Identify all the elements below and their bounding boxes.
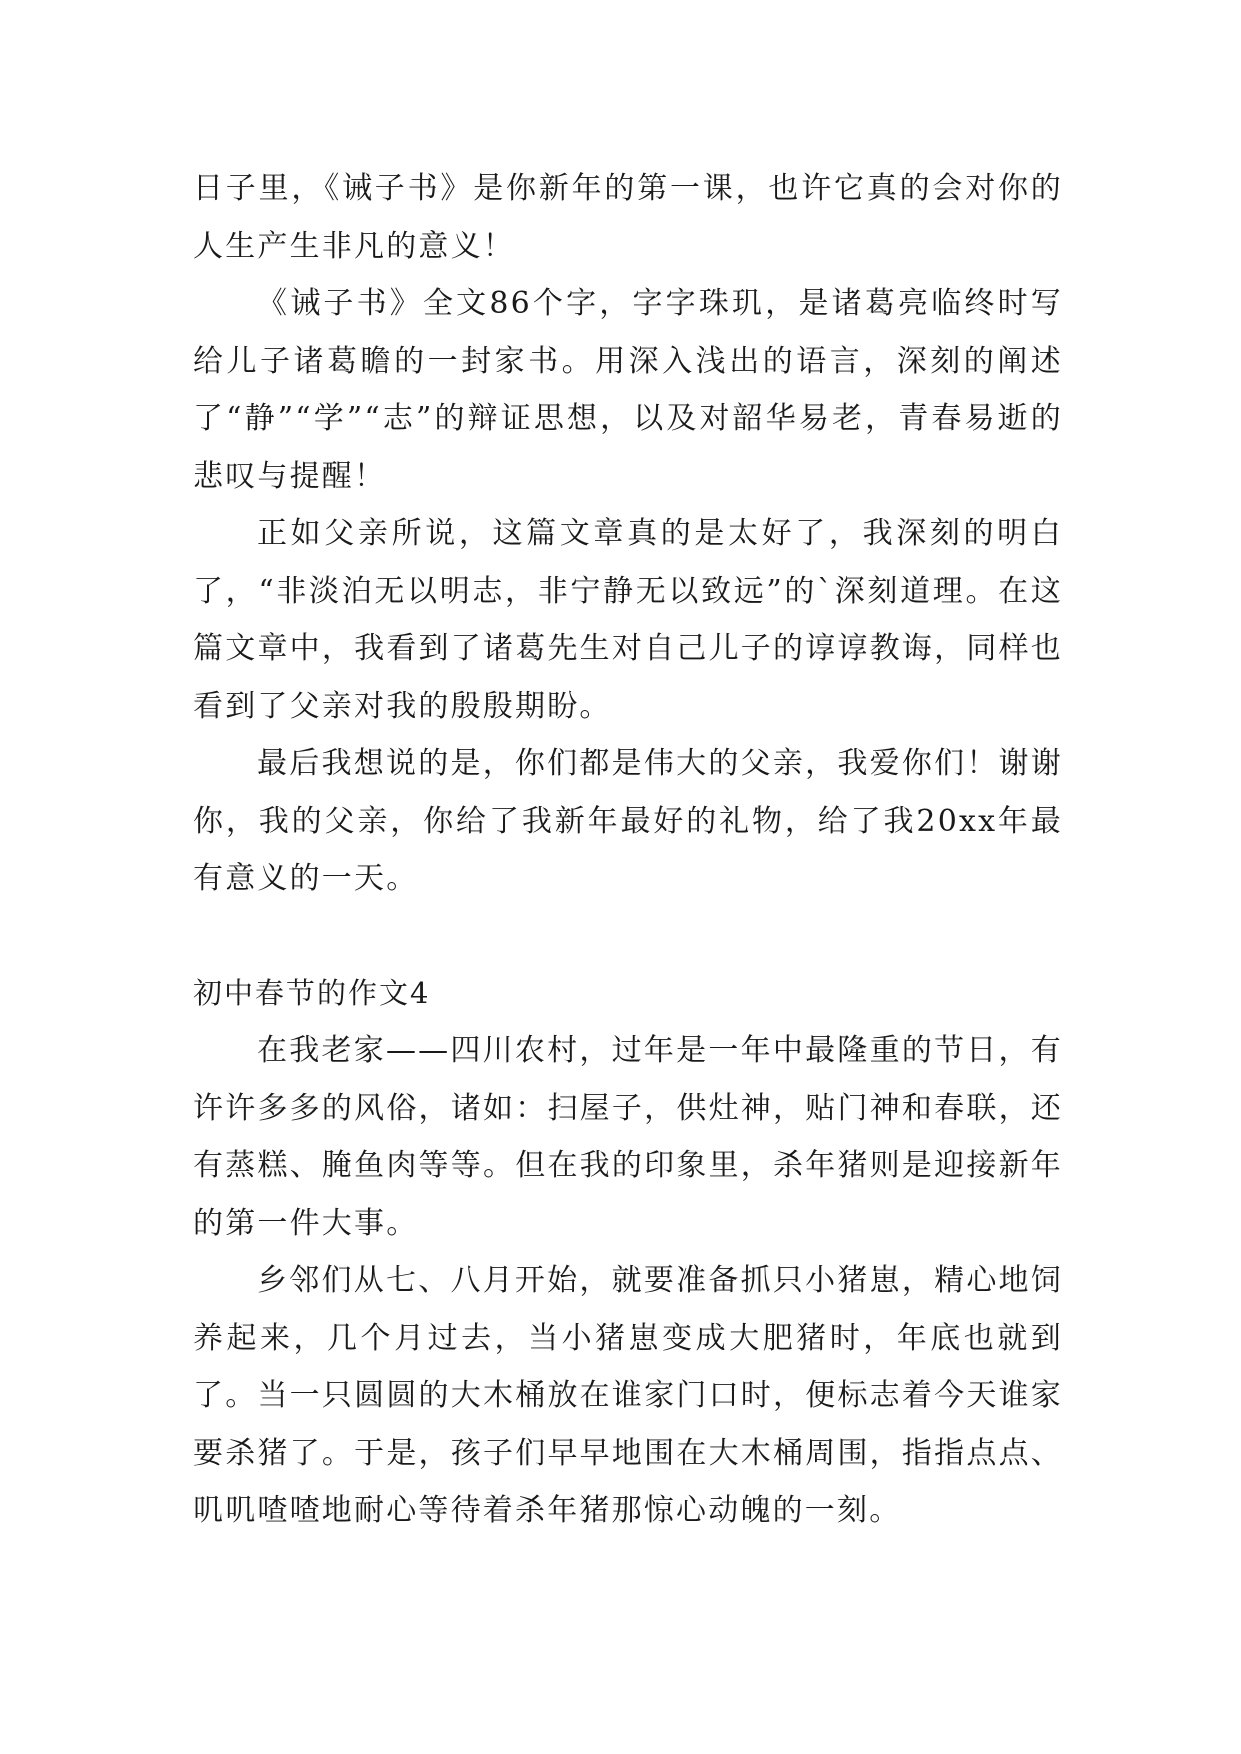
- paragraph-3: 正如父亲所说，这篇文章真的是太好了，我深刻的明白了，“非淡泊无以明志，非宁静无以致远”的`深刻道理。在这篇文章中，我看到了诸葛先生对自己儿子的谆谆教诲，同样也看到了父亲对我的殷殷期盼。: [193, 516, 1063, 724]
- paragraph-6: 乡邻们从七、八月开始，就要准备抓只小猪崽，精心地饲养起来，几个月过去，当小猪崽变成大肥猪时，年底也就到了。当一只圆圆的大木桶放在谁家门口时，便标志着今天谁家要杀猪了。于是，孩子们早早地围在大木桶周围，指指点点、叽叽喳喳地耐心等待着杀年猪那惊心动魄的一刻。: [193, 1263, 1063, 1528]
- paragraph-5: 在我老家——四川农村，过年是一年中最隆重的节日，有许许多多的风俗，诸如：扫屋子，供灶神，贴门神和春联，还有蒸糕、腌鱼肉等等。但在我的印象里，杀年猪则是迎接新年的第一件大事。: [193, 1033, 1063, 1241]
- section-gap: [193, 908, 1063, 965]
- document-body: [193, 160, 1063, 1540]
- paragraph-1: 日子里，《诫子书》是你新年的第一课，也许它真的会对你的人生产生非凡的意义！: [193, 171, 1063, 264]
- section-heading: 初中春节的作文4: [193, 975, 431, 1010]
- paragraph-2: 《诫子书》全文86个字，字字珠玑，是诸葛亮临终时写给儿子诸葛瞻的一封家书。用深入浅出的语言，深刻的阐述了“静”“学”“志”的辩证思想，以及对韶华易老，青春易逝的悲叹与提醒！: [193, 286, 1063, 494]
- paragraph-4: 最后我想说的是，你们都是伟大的父亲，我爱你们！谢谢你，我的父亲，你给了我新年最好的礼物，给了我20xx年最有意义的一天。: [193, 746, 1063, 896]
